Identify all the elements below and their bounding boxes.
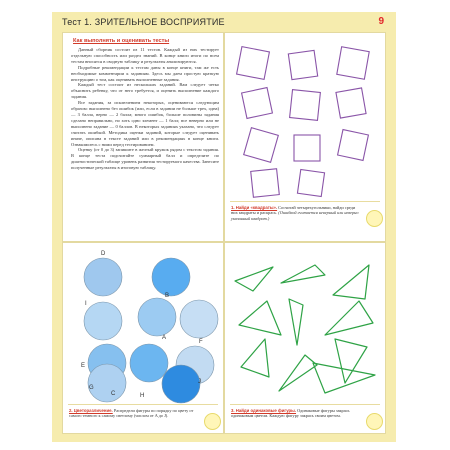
instructions-paragraph: Данный сборник состоит из 11 тестов. Каждый из них тестирует отдельную способность или раздел знаний. В конце книги итоги по всем тестам вносятся в сводную таблицу и результаты анализируются.: [71, 47, 219, 64]
triangles-figure: [225, 243, 386, 434]
quadrilateral-shape[interactable]: [237, 47, 270, 80]
color-circle[interactable]: [84, 302, 122, 340]
circle-label: B: [165, 293, 170, 299]
color-circle[interactable]: [162, 365, 200, 403]
triangle-shape[interactable]: [235, 267, 273, 291]
panel-divider: [230, 201, 380, 202]
quadrilateral-shape[interactable]: [294, 135, 320, 161]
circle-label: H: [140, 393, 145, 399]
circle-label: E: [81, 363, 86, 369]
triangle-shape[interactable]: [333, 265, 369, 299]
panel-divider: [68, 404, 218, 405]
instructions-panel: [62, 32, 224, 242]
squares-task-panel: [224, 32, 386, 242]
quadrilateral-shape[interactable]: [337, 47, 369, 79]
instructions-body: [71, 47, 219, 171]
quadrilateral-shape[interactable]: [336, 88, 366, 118]
color-circle[interactable]: [88, 364, 126, 402]
circles-task-panel: [62, 242, 224, 434]
quadrilateral-shape[interactable]: [290, 90, 321, 121]
triangles-task-panel: [224, 242, 386, 434]
triangle-shape[interactable]: [241, 339, 269, 377]
circle-label: C: [111, 391, 116, 397]
workbook-page: [52, 12, 396, 442]
quadrilateral-shape[interactable]: [288, 50, 317, 79]
circle-label: D: [101, 251, 106, 257]
triangle-shape[interactable]: [325, 301, 373, 335]
instructions-paragraph: Подробные рекомендации к тестам даны в конце книги, там же есть необходимые комментарии к заданиям. Здесь мы даем простую краткую инструкцию о том, как оценивать выполненные задания.: [71, 64, 219, 82]
triangle-shape[interactable]: [279, 355, 317, 391]
task-2-text: Распредели фигуры по порядку по цвету от самого темного к самому светлому (числом от A до J).: [69, 408, 194, 419]
task-1-note: (Ошибкой считается неверный или неверно указанный квадрат.): [231, 210, 359, 221]
circle-label: F: [199, 339, 203, 345]
color-circle[interactable]: [84, 258, 122, 296]
quadrilateral-shape[interactable]: [251, 169, 280, 198]
circle-label: A: [162, 335, 167, 341]
circle-label: I: [85, 301, 87, 307]
answer-circle[interactable]: [366, 413, 383, 430]
task-1-caption: [231, 205, 359, 221]
answer-circle[interactable]: [366, 210, 383, 227]
task-2-title: 2. Цветоразличение.: [69, 408, 113, 413]
instructions-title: Как выполнять и оценивать тесты: [73, 38, 170, 44]
circle-label: G: [89, 385, 94, 391]
triangle-shape[interactable]: [281, 265, 325, 283]
task-2-caption: [69, 408, 197, 419]
quadrilateral-shape[interactable]: [242, 88, 273, 119]
page-title: Тест 1. ЗРИТЕЛЬНОЕ ВОСПРИЯТИЕ: [62, 17, 225, 27]
color-circle[interactable]: [180, 300, 218, 338]
color-circle[interactable]: [152, 258, 190, 296]
panel-divider: [230, 404, 380, 405]
triangle-shape[interactable]: [289, 299, 303, 345]
instructions-paragraph: Оценку (от 0 до 3) запишите в желтый кружок рядом с текстом задания. В конце теста подсчитайте суммарный балл и определите по диагностической таблице уровень развития тестируемого качества. Занесите полученные результаты в итоговую таблицу.: [71, 147, 219, 171]
triangle-shape[interactable]: [239, 301, 281, 335]
circle-label: J: [198, 379, 201, 385]
page-number: 9: [378, 16, 384, 27]
instructions-paragraph: Каждый тест состоит из нескольких заданий. Вам следует четко объяснить ребенку, что от него требуется, и оценить выполнение каждого задания.: [71, 82, 219, 100]
answer-circle[interactable]: [204, 413, 221, 430]
quadrilateral-shape[interactable]: [244, 128, 279, 163]
task-1-title: 1. Найди «квадраты».: [231, 205, 278, 210]
task-3-title: 3. Найди одинаковые фигуры.: [231, 408, 297, 413]
page-header: [62, 16, 386, 32]
circles-figure: [63, 243, 224, 434]
triangle-shape[interactable]: [335, 339, 367, 383]
instructions-paragraph: Все задания, за исключением некоторых, оцениваются следующим образом: выполнено без ошибок (или, если в задании не больше трех, одна) — 3 балла, верно — 2 балла; много ошибок, больше половины задания сделано неправильно, но хоть одно элемент — 1 балл; все неверно или не выполнено задание — 0 баллов. В некоторых заданиях указано, что следует считать ошибкой. Методика оценки заданий, которые следует оценивать иначе, описана в тексте заданий или в рекомендациях в конце книги. Ознакомьтесь с ними перед тестированием.: [71, 100, 219, 147]
quadrilateral-shape[interactable]: [297, 169, 324, 196]
color-circle[interactable]: [130, 344, 168, 382]
task-3-caption: [231, 408, 359, 419]
task-1-text: Сосчитай четырехугольники, найди среди них квадраты и раскрась.: [231, 205, 356, 216]
quadrilateral-shape[interactable]: [338, 130, 369, 161]
color-circle[interactable]: [138, 298, 176, 336]
task-3-text: Одинаковые фигуры закрась одинаковым цветом. Каждую фигуру закрась своим цветом.: [231, 408, 350, 419]
